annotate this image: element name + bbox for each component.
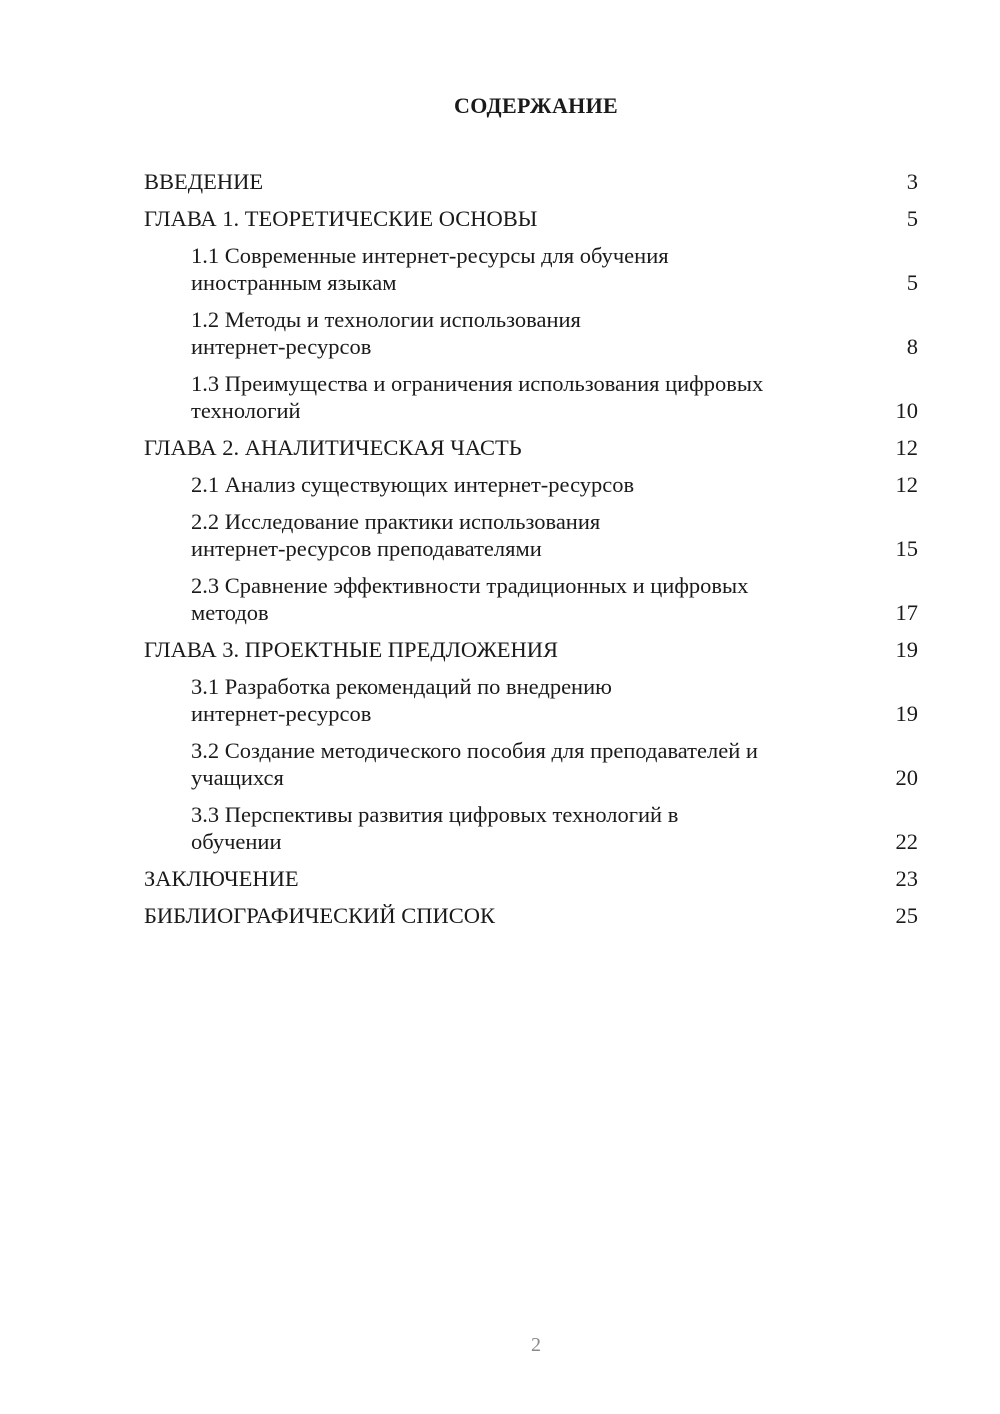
toc-entry-chapter-2 [144,434,918,461]
toc-entry-page: 5 [906,270,918,295]
toc-entry-section-3-1 [144,673,918,727]
toc-entry-page: 19 [895,701,918,726]
toc-entry-page: 17 [895,600,918,625]
toc-entry-text: ЗАКЛЮЧЕНИЕ [144,866,299,891]
toc-entry-page: 20 [895,765,918,790]
toc-entry-text: 1.1 Современные интернет-ресурсы для обучения иностранным языкам [191,243,669,295]
toc-entry-page: 5 [906,206,918,231]
toc-entry-page: 15 [895,536,918,561]
toc-entry-page: 12 [895,472,918,497]
toc-entry-text: ГЛАВА 2. АНАЛИТИЧЕСКАЯ ЧАСТЬ [144,435,522,460]
table-of-contents [144,168,918,939]
toc-entry-text: 3.2 Создание методического пособия для преподавателей и учащихся [191,738,758,790]
toc-entry-text: 3.3 Перспективы развития цифровых технологий в обучении [191,802,679,854]
toc-entry-page: 8 [906,334,918,359]
toc-entry-text: 1.3 Преимущества и ограничения использования цифровых технологий [191,371,764,423]
toc-entry-page: 23 [895,866,918,891]
page-title: СОДЕРЖАНИЕ [454,93,618,118]
toc-entry-section-3-2 [144,737,918,791]
toc-entry-section-1-3 [144,370,918,424]
toc-entry-section-2-2 [144,508,918,562]
toc-entry-introduction [144,168,918,195]
toc-entry-text: БИБЛИОГРАФИЧЕСКИЙ СПИСОК [144,903,496,928]
toc-entry-page: 19 [895,637,918,662]
toc-entry-text: 2.1 Анализ существующих интернет-ресурсов [191,472,635,497]
toc-entry-text: 2.3 Сравнение эффективности традиционных и цифровых методов [191,573,749,625]
toc-entry-section-3-3 [144,801,918,855]
toc-entry-chapter-1 [144,205,918,232]
toc-entry-conclusion [144,865,918,892]
toc-entry-chapter-3 [144,636,918,663]
toc-entry-page: 22 [895,829,918,854]
toc-entry-section-1-2 [144,306,918,360]
toc-entry-bibliography [144,902,918,929]
toc-entry-text: 2.2 Исследование практики использования интернет-ресурсов преподавателями [191,509,601,561]
toc-entry-section-1-1 [144,242,918,296]
toc-entry-text: 3.1 Разработка рекомендаций по внедрению интернет-ресурсов [191,674,612,726]
toc-entry-page: 10 [895,398,918,423]
toc-entry-section-2-1 [144,471,918,498]
toc-entry-page: 25 [895,903,918,928]
toc-entry-text: ГЛАВА 3. ПРОЕКТНЫЕ ПРЕДЛОЖЕНИЯ [144,637,559,662]
toc-entry-text: ВВЕДЕНИЕ [144,169,264,194]
toc-entry-text: 1.2 Методы и технологии использования интернет-ресурсов [191,307,581,359]
page-number: 2 [531,1334,541,1356]
toc-entry-section-2-3 [144,572,918,626]
toc-entry-page: 12 [895,435,918,460]
toc-entry-text: ГЛАВА 1. ТЕОРЕТИЧЕСКИЕ ОСНОВЫ [144,206,538,231]
toc-entry-page: 3 [906,169,918,194]
